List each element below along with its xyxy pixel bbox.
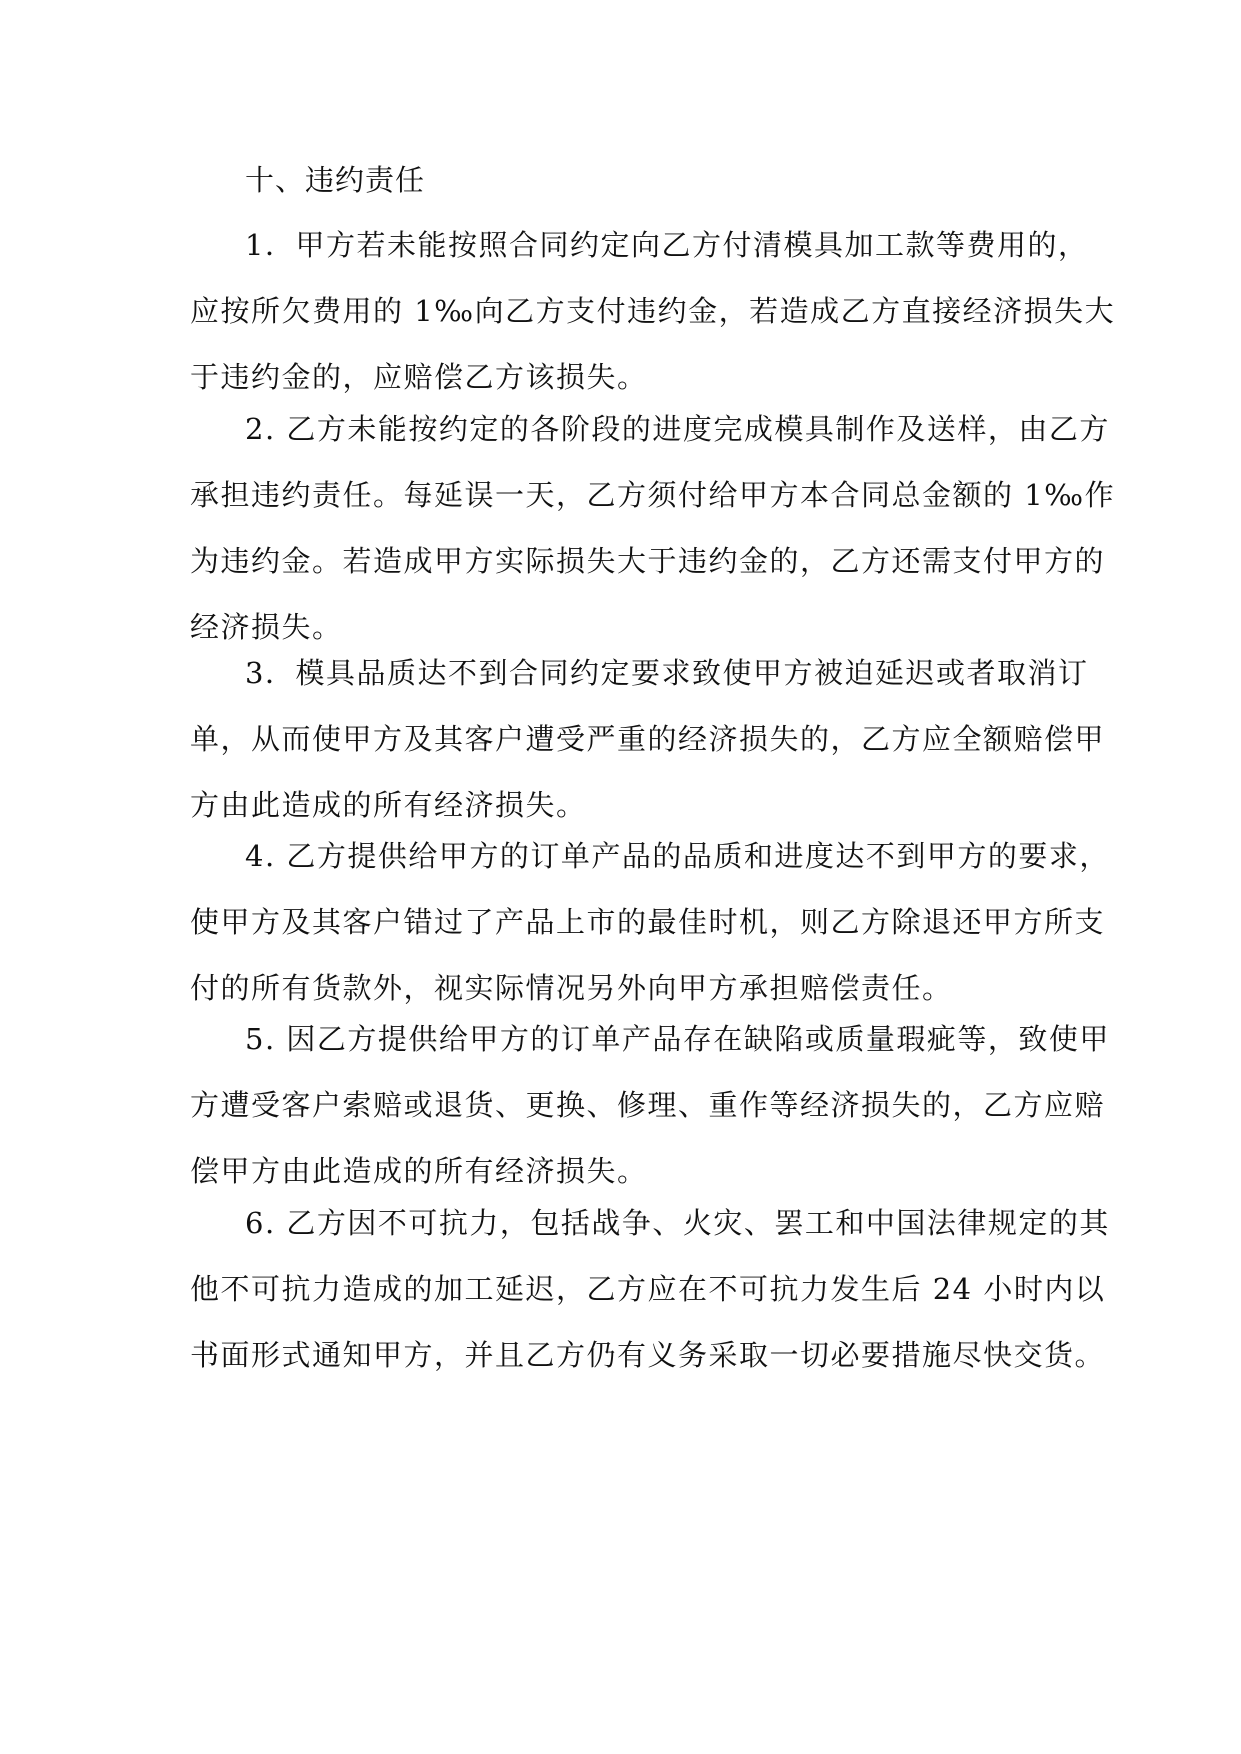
clause-line: 4. 乙方提供给甲方的订单产品的品质和进度达不到甲方的要求，: [245, 839, 1110, 873]
clause-line: 方遭受客户索赔或退货、更换、修理、重作等经济损失的，乙方应赔: [190, 1088, 1106, 1122]
clause-line: 应按所欠费用的 1‰向乙方支付违约金，若造成乙方直接经济损失大: [190, 294, 1116, 328]
clause-1: [190, 212, 1116, 410]
clause-line: 1．甲方若未能按照合同约定向乙方付清模具加工款等费用的，: [245, 228, 1089, 262]
clause-2: [190, 396, 1116, 660]
clause-line: 单，从而使甲方及其客户遭受严重的经济损失的，乙方应全额赔偿甲: [190, 722, 1106, 756]
clause-line: 付的所有货款外，视实际情况另外向甲方承担赔偿责任。: [190, 971, 953, 1005]
clause-line: 书面形式通知甲方，并且乙方仍有义务采取一切必要措施尽快交货。: [190, 1338, 1106, 1372]
clause-3: [190, 640, 1106, 838]
clause-line: 5. 因乙方提供给甲方的订单产品存在缺陷或质量瑕疵等，致使甲: [245, 1022, 1110, 1056]
clause-line: 为违约金。若造成甲方实际损失大于违约金的，乙方还需支付甲方的: [190, 544, 1106, 578]
clause-line: 于违约金的，应赔偿乙方该损失。: [190, 360, 648, 394]
section-heading: 十、违约责任: [245, 163, 426, 197]
clause-5: [190, 1006, 1110, 1204]
clause-line: 承担违约责任。每延误一天，乙方须付给甲方本合同总金额的 1‰作: [190, 478, 1116, 512]
clause-line: 使甲方及其客户错过了产品上市的最佳时机，则乙方除退还甲方所支: [190, 905, 1106, 939]
clause-line: 经济损失。: [190, 610, 343, 644]
clause-line: 偿甲方由此造成的所有经济损失。: [190, 1154, 648, 1188]
clause-6: [190, 1190, 1110, 1388]
clause-line: 他不可抗力造成的加工延迟，乙方应在不可抗力发生后 24 小时内以: [190, 1272, 1106, 1306]
clause-4: [190, 823, 1110, 1021]
clause-line: 6. 乙方因不可抗力，包括战争、火灾、罢工和中国法律规定的其: [245, 1206, 1110, 1240]
clause-line: 2. 乙方未能按约定的各阶段的进度完成模具制作及送样，由乙方: [245, 412, 1110, 446]
clause-line: 方由此造成的所有经济损失。: [190, 788, 587, 822]
clause-line: 3．模具品质达不到合同约定要求致使甲方被迫延迟或者取消订: [245, 656, 1089, 690]
